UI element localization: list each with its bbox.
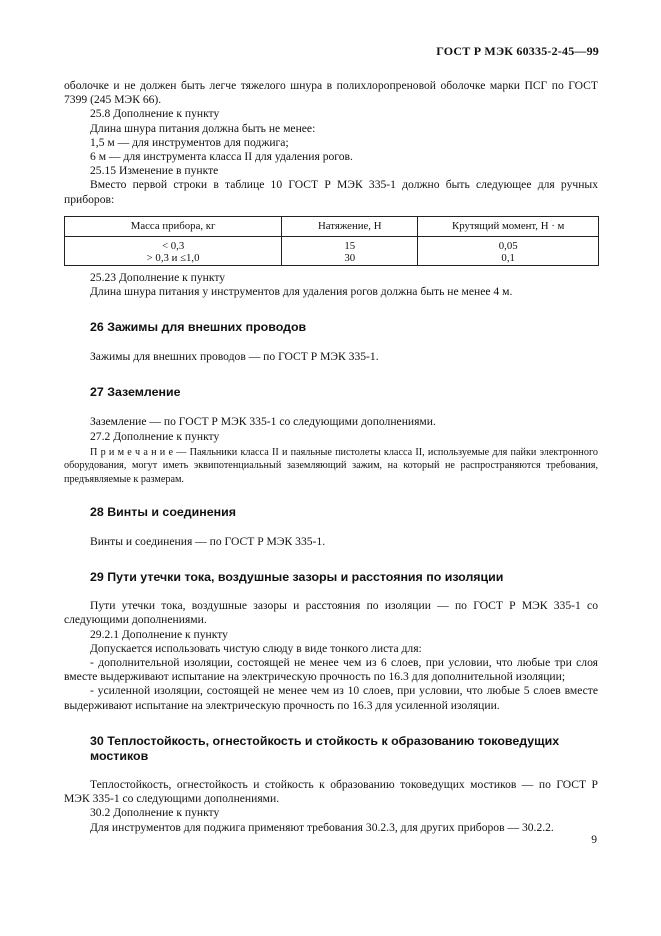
table-row (65, 236, 599, 265)
table-cell-value: > 0,3 и ≤1,0 (146, 251, 200, 264)
table-cell-tension (282, 236, 418, 265)
page-number: 9 (591, 833, 597, 846)
table-cell-mass (65, 236, 282, 265)
paragraph: Пути утечки тока, воздушные зазоры и расстояния по изоляции — по ГОСТ Р МЭК 335-1 со следующими дополнениями. (64, 599, 598, 627)
section-heading-30: 30 Теплостойкость, огнестойкость и стойкость к образованию токоведущих мостиков (90, 733, 560, 763)
table-header-cell: Масса прибора, кг (65, 216, 282, 236)
paragraph: Винты и соединения — по ГОСТ Р МЭК 335-1. (90, 535, 326, 549)
table-cell-value: 30 (344, 251, 356, 264)
paragraph: Зажимы для внешних проводов — по ГОСТ Р МЭК 335-1. (90, 350, 379, 364)
table-cell-value: 0,05 (498, 239, 518, 252)
paragraph: Вместо первой строки в таблице 10 ГОСТ Р МЭК 335-1 должно быть следующее для ручных приборов: (64, 178, 598, 206)
document-header: ГОСТ Р МЭК 60335-2-45—99 (436, 44, 599, 58)
paragraph: Длина шнура питания должна быть не менее: (90, 121, 316, 135)
paragraph: Допускается использовать чистую слюду в виде тонкого листа для: (90, 641, 422, 655)
paragraph: Теплостойкость, огнестойкость и стойкость к образованию токоведущих мостиков — по ГОСТ Р МЭК 335-1 со следующими дополнениями. (64, 777, 598, 806)
clause-30-2: 30.2 Дополнение к пункту (90, 806, 220, 820)
clause-29-2-1: 29.2.1 Дополнение к пункту (90, 627, 228, 641)
note (64, 446, 598, 486)
section-heading-28: 28 Винты и соединения (90, 505, 236, 520)
clause-25-23: 25.23 Дополнение к пункту (90, 270, 226, 284)
section-heading-26: 26 Зажимы для внешних проводов (90, 320, 307, 335)
section-heading-27: 27 Заземление (90, 385, 181, 400)
paragraph: Для инструментов для поджига применяют требования 30.2.3, для других приборов — 30.2.2. (90, 820, 554, 834)
paragraph-continuation: оболочке и не должен быть легче тяжелого шнура в полихлоропреновой оболочке марки ПСГ по ГОСТ 7399 (245 МЭК 66). (64, 79, 598, 107)
note-paragraph (64, 446, 598, 486)
paragraph: Длина шнура питания у инструментов для удаления рогов должна быть не менее 4 м. (90, 285, 513, 299)
note-text: — Паяльники класса II и паяльные пистолеты класса II, используемые для пайки электронного оборудования, могут иметь эквипотенциальный заземляющий зажим, на который не распространяются требования, предъявляемые к размерам. (64, 446, 598, 485)
clause-27-2: 27.2 Дополнение к пункту (90, 429, 220, 443)
table-cell-value: 15 (344, 239, 356, 252)
paragraph: Заземление — по ГОСТ Р МЭК 335-1 со следующими дополнениями. (90, 415, 436, 429)
document-body (64, 79, 598, 835)
paragraph: - усиленной изоляции, состоящей не менее чем из 10 слоев, при условии, что любые 5 слоев вместе выдерживают испытание на электрическую прочность по 16.3 для усиленной изоляции. (64, 684, 598, 712)
clause-25-8: 25.8 Дополнение к пункту (90, 107, 220, 121)
table-header-row (65, 216, 599, 236)
table-header-cell: Натяжение, Н (282, 216, 418, 236)
list-item: 6 м — для инструмента класса II для удаления рогов. (90, 150, 353, 164)
section-heading-29: 29 Пути утечки тока, воздушные зазоры и расстояния по изоляции (90, 570, 504, 585)
clause-25-15: 25.15 Изменение в пункте (90, 164, 219, 178)
list-item: 1,5 м — для инструментов для поджига; (90, 135, 289, 149)
table-header-cell: Крутящий момент, Н · м (418, 216, 599, 236)
requirements-table (64, 216, 599, 266)
paragraph: - дополнительной изоляции, состоящей не менее чем из 6 слоев, при условии, что любые три слоя вместе выдерживают испытание на электрическую прочность по 16.3 для дополнительной изоляции; (64, 656, 598, 684)
table-cell-value: 0,1 (501, 251, 515, 264)
table-cell-torque (418, 236, 599, 265)
table-cell-value: < 0,3 (161, 239, 185, 252)
note-label: П р и м е ч а н и е (90, 446, 173, 458)
